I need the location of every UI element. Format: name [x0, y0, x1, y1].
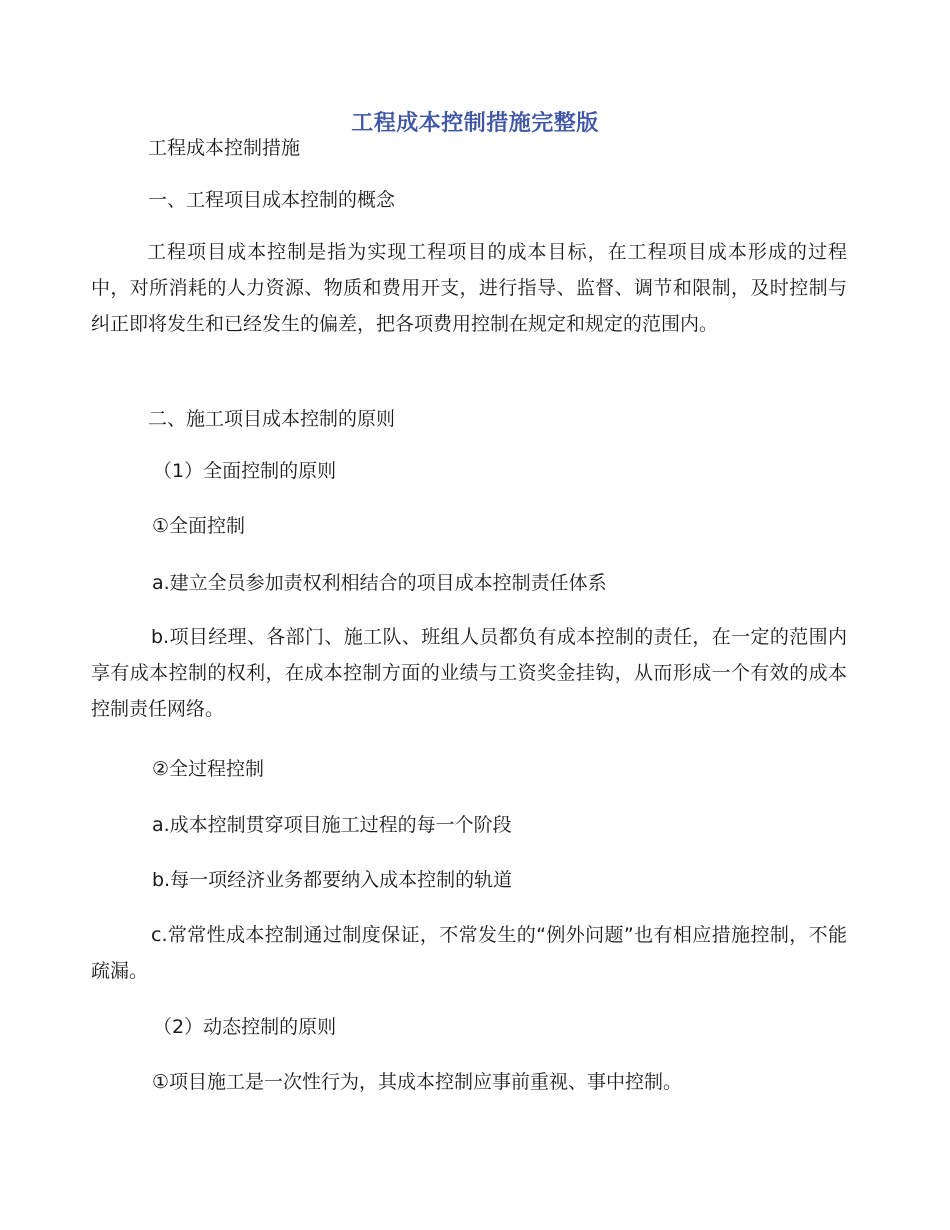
document-subtitle: 工程成本控制措施	[148, 137, 301, 159]
section-heading: 一、工程项目成本控制的概念	[148, 189, 396, 211]
list-item-heading: ②全过程控制	[152, 758, 265, 780]
subsection-heading: （2）动态控制的原则	[153, 1016, 337, 1038]
list-item: a.成本控制贯穿项目施工过程的每一个阶段	[152, 814, 512, 836]
paragraph: c.常常性成本控制通过制度保证，不常发生的“例外问题”也有相应措施控制，不能疏漏。	[91, 924, 847, 982]
list-item: a.建立全员参加责权利相结合的项目成本控制责任体系	[152, 572, 607, 594]
paragraph: b.项目经理、各部门、施工队、班组人员都负有成本控制的责任，在一定的范围内享有成本控制的权利，在成本控制方面的业绩与工资奖金挂钩，从而形成一个有效的成本控制责任网络。	[91, 626, 847, 720]
section-heading: 二、施工项目成本控制的原则	[148, 408, 396, 430]
paragraph: 工程项目成本控制是指为实现工程项目的成本目标，在工程项目成本形成的过程中，对所消耗的人力资源、物质和费用开支，进行指导、监督、调节和限制，及时控制与纠正即将发生和已经发生的偏差，把各项费用控制在规定和规定的范围内。	[91, 241, 847, 335]
subsection-heading: （1）全面控制的原则	[153, 460, 337, 482]
list-item: ①项目施工是一次性行为，其成本控制应事前重视、事中控制。	[152, 1071, 683, 1093]
list-item: b.每一项经济业务都要纳入成本控制的轨道	[152, 869, 513, 891]
list-item-heading: ①全面控制	[152, 515, 246, 537]
document-title: 工程成本控制措施完整版	[351, 111, 599, 136]
